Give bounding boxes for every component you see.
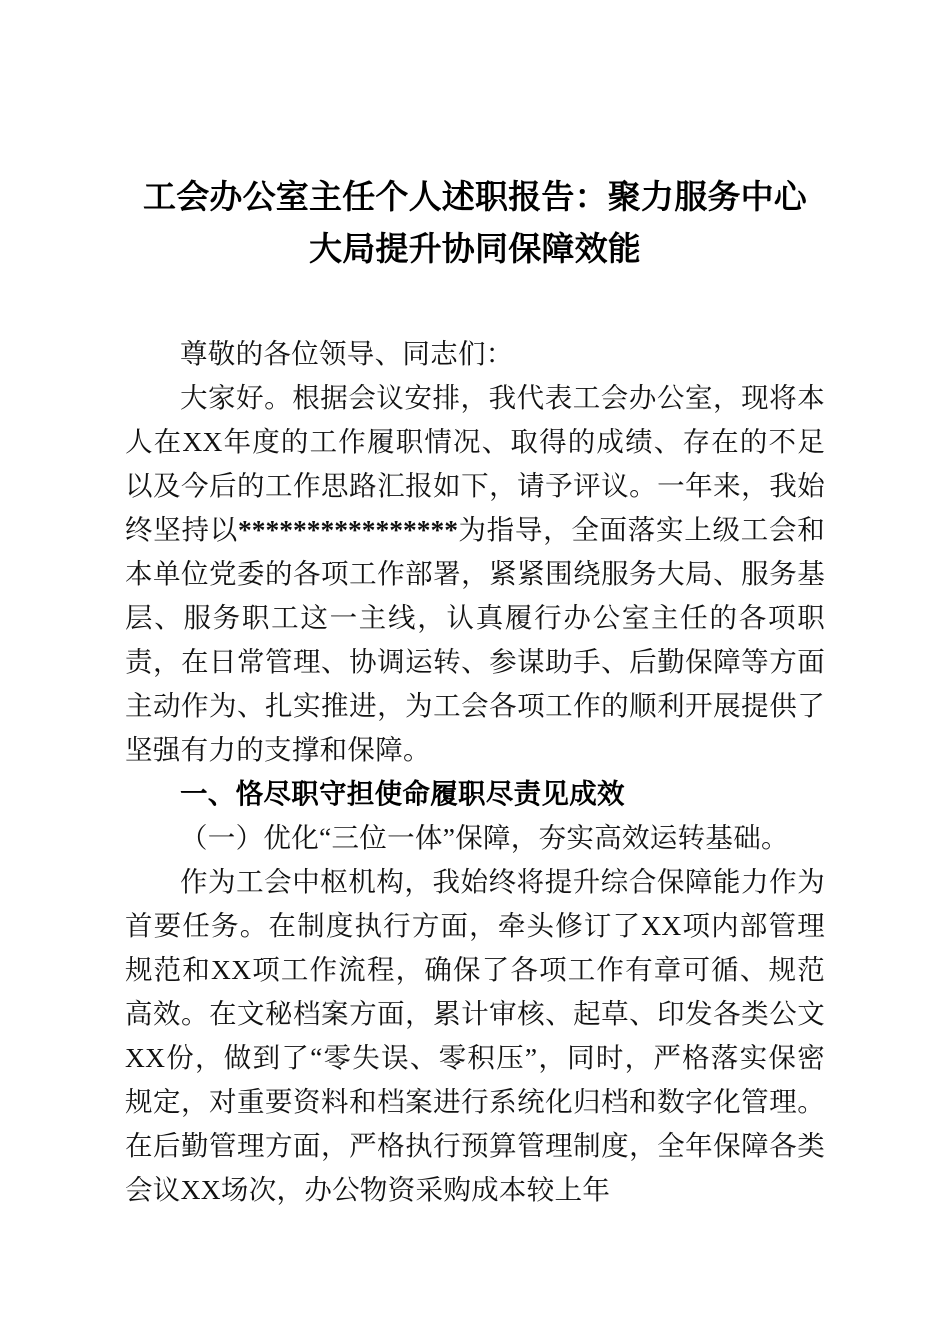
page-title-line-2: 大局提升协同保障效能 xyxy=(309,230,641,267)
section-heading-1: 一、恪尽职守担使命履职尽责见成效 xyxy=(180,778,625,809)
redacted-marker: **************** xyxy=(237,514,458,545)
document-content xyxy=(125,0,825,1212)
document-body xyxy=(125,332,825,1212)
intro-text-part-2: 为指导，全面落实上级工会和本单位党委的各项工作部署，紧紧围绕服务大局、服务基层、服务职工这一主线，认真履行办公室主任的各项职责，在日常管理、协调运转、参谋助手、后勤保障等方面主动作为、扎实推进，为工会各项工作的顺利开展提供了坚强有力的支撑和保障。 xyxy=(125,514,826,765)
salutation-paragraph: 尊敬的各位领导、同志们： xyxy=(180,338,514,369)
page-title xyxy=(125,0,825,274)
page-title-line-1: 工会办公室主任个人述职报告：聚力服务中心 xyxy=(143,178,807,215)
intro-text-part-1: 大家好。根据会议安排，我代表工会办公室，现将本人在XX年度的工作履职情况、取得的成绩、存在的不足以及今后的工作思路汇报如下，请予评议。一年来，我始终坚持以 xyxy=(125,382,825,545)
sub-heading-1: （一）优化“三位一体”保障，夯实高效运转基础。 xyxy=(180,822,789,853)
body-paragraph-1: 作为工会中枢机构，我始终将提升综合保障能力作为首要任务。在制度执行方面，牵头修订了XX项内部管理规范和XX项工作流程，确保了各项工作有章可循、规范高效。在文秘档案方面，累计审核、起草、印发各类公文XX份，做到了“零失误、零积压”，同时，严格落实保密规定，对重要资料和档案进行系统化归档和数字化管理。在后勤管理方面，严格执行预算管理制度，全年保障各类会议XX场次，办公物资采购成本较上年 xyxy=(125,866,825,1205)
intro-paragraph xyxy=(125,376,825,772)
